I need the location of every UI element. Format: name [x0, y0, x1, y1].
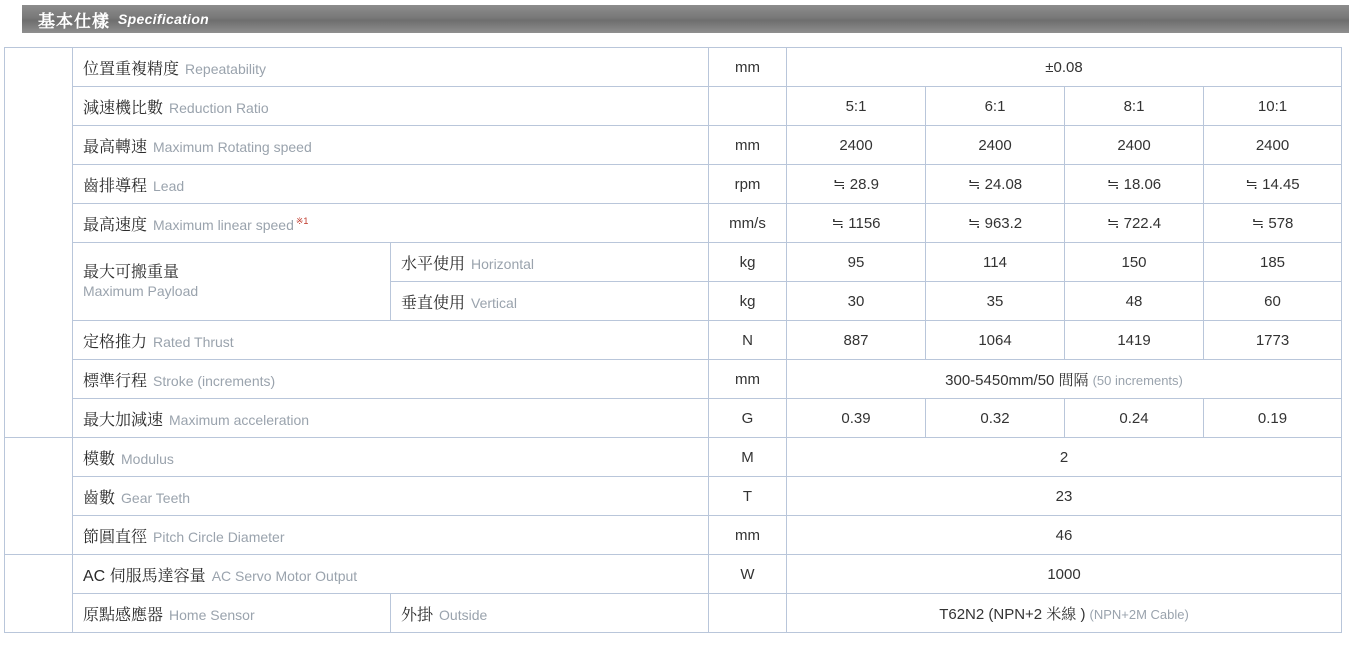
row-unit: T [709, 477, 787, 516]
row-label-en: Maximum Payload [83, 282, 199, 299]
row-unit: M [709, 438, 787, 477]
row-value-1: 2400 [787, 126, 926, 165]
row-label-rated-thrust [73, 321, 709, 360]
row-label-modulus [73, 438, 709, 477]
row-unit: mm [709, 360, 787, 399]
row-value-3: 8:1 [1065, 87, 1204, 126]
row-value-3: 48 [1065, 282, 1204, 321]
row-value [787, 594, 1342, 633]
spec-table [4, 47, 1342, 633]
row-value-4: 10:1 [1204, 87, 1342, 126]
row-label-stroke [73, 360, 709, 399]
row-label-en: Maximum Rotating speed [153, 138, 312, 155]
row-label-en: Rated Thrust [153, 333, 234, 350]
header-left-spacer [0, 5, 22, 33]
row-label-cn: 減速機比數 [83, 99, 164, 117]
row-label-pitch-circle-diameter [73, 516, 709, 555]
row-label-reduction-ratio [73, 87, 709, 126]
row-sublabel-cn: 水平使用 [401, 255, 466, 273]
row-label-cn: 模數 [83, 450, 116, 468]
row-unit [709, 594, 787, 633]
table-row [5, 243, 1342, 282]
row-label-cn: 最高速度 [83, 216, 148, 234]
table-row [5, 48, 1342, 87]
row-label-en: Gear Teeth [121, 489, 191, 506]
row-label-cn: 最大加減速 [83, 411, 164, 429]
row-value-3: 0.24 [1065, 399, 1204, 438]
row-value-4: 1773 [1204, 321, 1342, 360]
row-value-1: 95 [787, 243, 926, 282]
row-unit: mm [709, 126, 787, 165]
row-label-cn: 定格推力 [83, 333, 148, 351]
row-value-1: 0.39 [787, 399, 926, 438]
row-value-2: ≒ 24.08 [926, 165, 1065, 204]
row-value: 23 [787, 477, 1342, 516]
row-label-en: Repeatability [185, 60, 266, 77]
row-unit: kg [709, 243, 787, 282]
row-unit: G [709, 399, 787, 438]
row-unit: kg [709, 282, 787, 321]
row-label-en: Maximum acceleration [169, 411, 310, 428]
row-label-home-sensor [73, 594, 391, 633]
table-row [5, 126, 1342, 165]
row-label-repeatability [73, 48, 709, 87]
row-label-en: Stroke (increments) [153, 372, 276, 389]
table-row [5, 87, 1342, 126]
row-unit: N [709, 321, 787, 360]
row-value-3: ≒ 18.06 [1065, 165, 1204, 204]
row-value-main: T62N2 (NPN+2 米線 ) [939, 605, 1086, 623]
row-label-max-rotating-speed [73, 126, 709, 165]
row-value: 1000 [787, 555, 1342, 594]
row-label-en: Modulus [121, 450, 174, 467]
section-band-performance-label: 性能 [24, 213, 52, 272]
row-label-cn: 齒排導程 [83, 177, 148, 195]
spec-table-wrapper [4, 47, 1344, 633]
row-unit: rpm [709, 165, 787, 204]
row-unit: mm [709, 516, 787, 555]
header-title-en: Specification [118, 11, 210, 27]
row-value-2: 35 [926, 282, 1065, 321]
row-label-ac-servo-motor-output [73, 555, 709, 594]
row-value-2: 114 [926, 243, 1065, 282]
row-label-lead [73, 165, 709, 204]
table-row [5, 360, 1342, 399]
row-value: ±0.08 [787, 48, 1342, 87]
row-label-en: Maximum linear speed [153, 216, 294, 233]
row-label-en: Lead [153, 177, 185, 194]
row-label-cn: 原點感應器 [83, 606, 164, 624]
row-unit [709, 87, 787, 126]
row-unit: mm [709, 48, 787, 87]
row-value-4: 185 [1204, 243, 1342, 282]
table-row [5, 438, 1342, 477]
row-value-2: 0.32 [926, 399, 1065, 438]
row-sublabel-cn: 垂直使用 [401, 294, 466, 312]
row-value-4: 0.19 [1204, 399, 1342, 438]
row-value-4: 60 [1204, 282, 1342, 321]
row-value-4: ≒ 578 [1204, 204, 1342, 243]
section-band-gear-label: 齒輪 [24, 466, 52, 525]
header-title-cn: 基本仕樣 [38, 11, 110, 31]
row-sublabel-en: Vertical [471, 294, 517, 311]
row-label-max-linear-speed [73, 204, 709, 243]
row-label-cn: AC 伺服馬達容量 [83, 567, 206, 585]
row-value-1: ≒ 1156 [787, 204, 926, 243]
row-value-2: ≒ 963.2 [926, 204, 1065, 243]
row-value-note: (NPN+2M Cable) [1089, 606, 1189, 622]
table-row [5, 594, 1342, 633]
row-value-2: 1064 [926, 321, 1065, 360]
table-row [5, 399, 1342, 438]
row-label-cn: 節圓直徑 [83, 528, 148, 546]
row-value-1: 887 [787, 321, 926, 360]
row-label-en: Pitch Circle Diameter [153, 528, 285, 545]
row-value-1: 5:1 [787, 87, 926, 126]
row-label-cn: 標準行程 [83, 372, 148, 390]
row-label-en: Home Sensor [169, 606, 255, 623]
row-label-en: AC Servo Motor Output [211, 567, 358, 584]
row-value-1: ≒ 28.9 [787, 165, 926, 204]
row-sublabel-horizontal [391, 243, 709, 282]
table-row [5, 555, 1342, 594]
table-row [5, 165, 1342, 204]
row-label-cn: 最大可搬重量 [83, 263, 180, 281]
row-value-2: 2400 [926, 126, 1065, 165]
row-label-en: Reduction Ratio [169, 99, 269, 116]
section-band-parts-label: 部品 [24, 564, 52, 623]
row-value: 2 [787, 438, 1342, 477]
row-label-cn: 最高轉速 [83, 138, 148, 156]
header-band [22, 5, 1349, 33]
table-row [5, 477, 1342, 516]
row-sublabel-outside [391, 594, 709, 633]
table-row [5, 321, 1342, 360]
section-band-performance [5, 48, 73, 438]
row-value-2: 6:1 [926, 87, 1065, 126]
section-band-gear [5, 438, 73, 555]
row-value-1: 30 [787, 282, 926, 321]
row-value-3: 2400 [1065, 126, 1204, 165]
section-header [0, 5, 1349, 33]
row-value: 46 [787, 516, 1342, 555]
row-value-main: 300-5450mm/50 間隔 [945, 371, 1089, 389]
row-value [787, 360, 1342, 399]
row-label-max-payload [73, 243, 391, 321]
row-label-cn: 位置重複精度 [83, 60, 180, 78]
row-value-3: 150 [1065, 243, 1204, 282]
row-unit: W [709, 555, 787, 594]
section-band-parts [5, 555, 73, 633]
row-sublabel-cn: 外掛 [401, 606, 434, 624]
row-label-cn: 齒數 [83, 489, 116, 507]
table-row [5, 516, 1342, 555]
row-value-4: 2400 [1204, 126, 1342, 165]
row-sublabel-vertical [391, 282, 709, 321]
row-label-footnote-marker: ※1 [295, 215, 309, 226]
row-value-3: 1419 [1065, 321, 1204, 360]
row-sublabel-en: Horizontal [471, 255, 535, 272]
row-label-max-acceleration [73, 399, 709, 438]
row-value-note: (50 increments) [1092, 372, 1183, 388]
row-unit: mm/s [709, 204, 787, 243]
table-row [5, 204, 1342, 243]
row-value-3: ≒ 722.4 [1065, 204, 1204, 243]
row-value-4: ≒ 14.45 [1204, 165, 1342, 204]
row-label-gear-teeth [73, 477, 709, 516]
row-sublabel-en: Outside [439, 606, 488, 623]
